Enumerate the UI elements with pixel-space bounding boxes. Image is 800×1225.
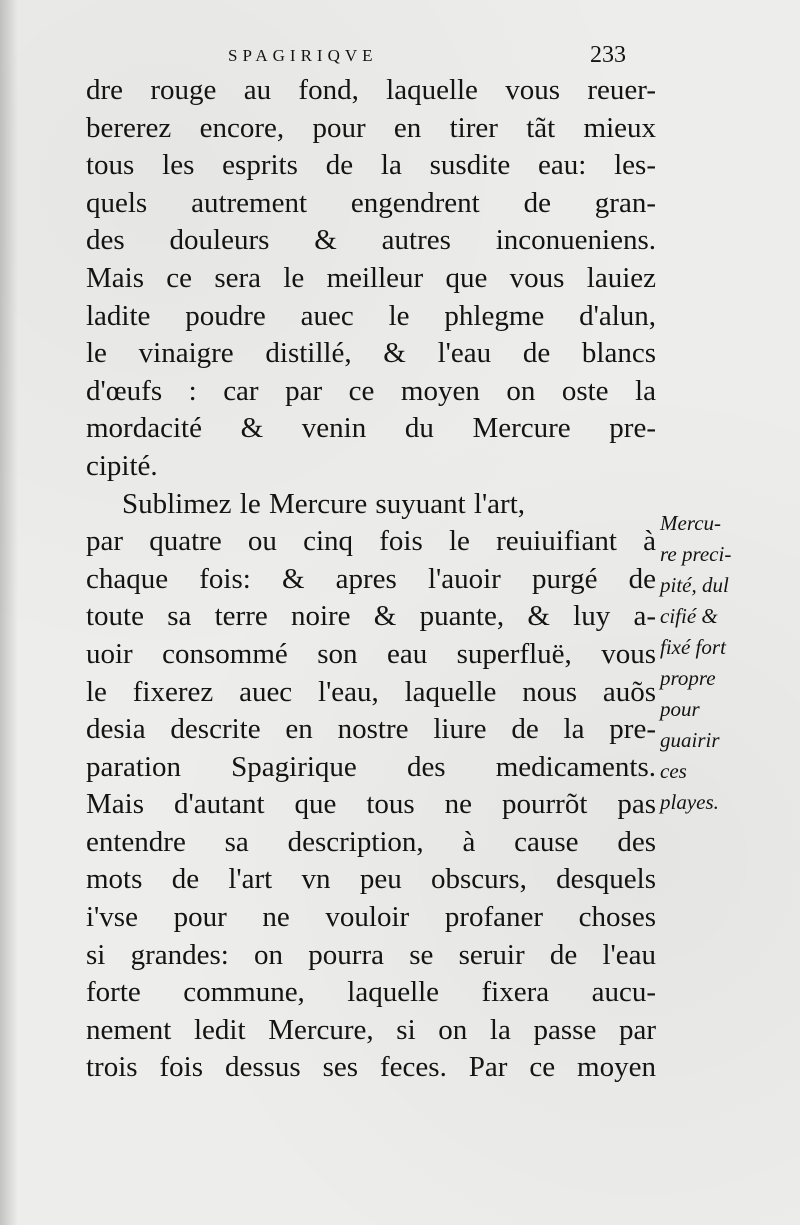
text-line: tous les esprits de la susdite eau: les- [86, 149, 656, 182]
text-line: le vinaigre distillé, & l'eau de blancs [86, 337, 656, 370]
margin-note [660, 508, 796, 818]
margin-note-line: pité, dul [660, 573, 729, 597]
page-number: 233 [590, 42, 626, 68]
margin-note-line: playes. [660, 790, 719, 814]
margin-note-line: Mercu- [660, 511, 722, 535]
main-text-block [86, 72, 656, 1087]
text-line: d'œufs : car par ce moyen on oste la [86, 374, 656, 407]
text-line: Mais ce sera le meilleur que vous lauiez [86, 261, 656, 294]
margin-note-line: ces [660, 759, 687, 783]
text-line: mots de l'art vn peu obscurs, desquels [86, 863, 656, 896]
text-line: Mais d'autant que tous ne pourrõt pas [86, 788, 656, 821]
gutter-shadow [0, 0, 18, 1225]
margin-note-line: pour [660, 697, 700, 721]
text-line: trois fois dessus ses feces. Par ce moyen [86, 1051, 656, 1084]
text-line: desia descrite en nostre liure de la pre- [86, 713, 656, 746]
margin-note-line: re preci- [660, 542, 732, 566]
running-title: SPAGIRIQVE [228, 46, 378, 65]
text-line: forte commune, laquelle fixera aucu- [86, 976, 656, 1009]
margin-note-line: fixé fort [660, 635, 726, 659]
text-line: par quatre ou cinq fois le reuiuifiant à [86, 525, 656, 558]
margin-note-line: guairir [660, 728, 720, 752]
text-line: nement ledit Mercure, si on la passe par [86, 1013, 656, 1046]
text-line: des douleurs & autres inconueniens. [86, 224, 656, 257]
text-line: entendre sa description, à cause des [86, 825, 656, 858]
text-line: i'vse pour ne vouloir profaner choses [86, 901, 656, 934]
text-line: uoir consommé son eau superfluë, vous [86, 637, 656, 670]
text-line: mordacité & venin du Mercure pre- [86, 412, 656, 445]
text-line: ladite poudre auec le phlegme d'alun, [86, 299, 656, 332]
paragraph-start-line: Sublimez le Mercure suyuant l'art, [122, 487, 526, 520]
text-line: le fixerez auec l'eau, laquelle nous auõs [86, 675, 656, 708]
text-line: bererez encore, pour en tirer tãt mieux [86, 111, 656, 144]
margin-note-line: propre [660, 666, 716, 690]
text-line: chaque fois: & apres l'auoir purgé de [86, 562, 656, 595]
text-line: si grandes: on pourra se seruir de l'eau [86, 938, 656, 971]
text-line: dre rouge au fond, laquelle vous reuer- [86, 74, 656, 106]
margin-note-line: cifié & [660, 604, 718, 628]
text-line: paration Spagirique des medicaments. [86, 750, 656, 783]
text-line: quels autrement engendrent de gran- [86, 186, 656, 219]
text-line: cipité. [86, 449, 158, 482]
text-line: toute sa terre noire & puante, & luy a- [86, 600, 656, 633]
